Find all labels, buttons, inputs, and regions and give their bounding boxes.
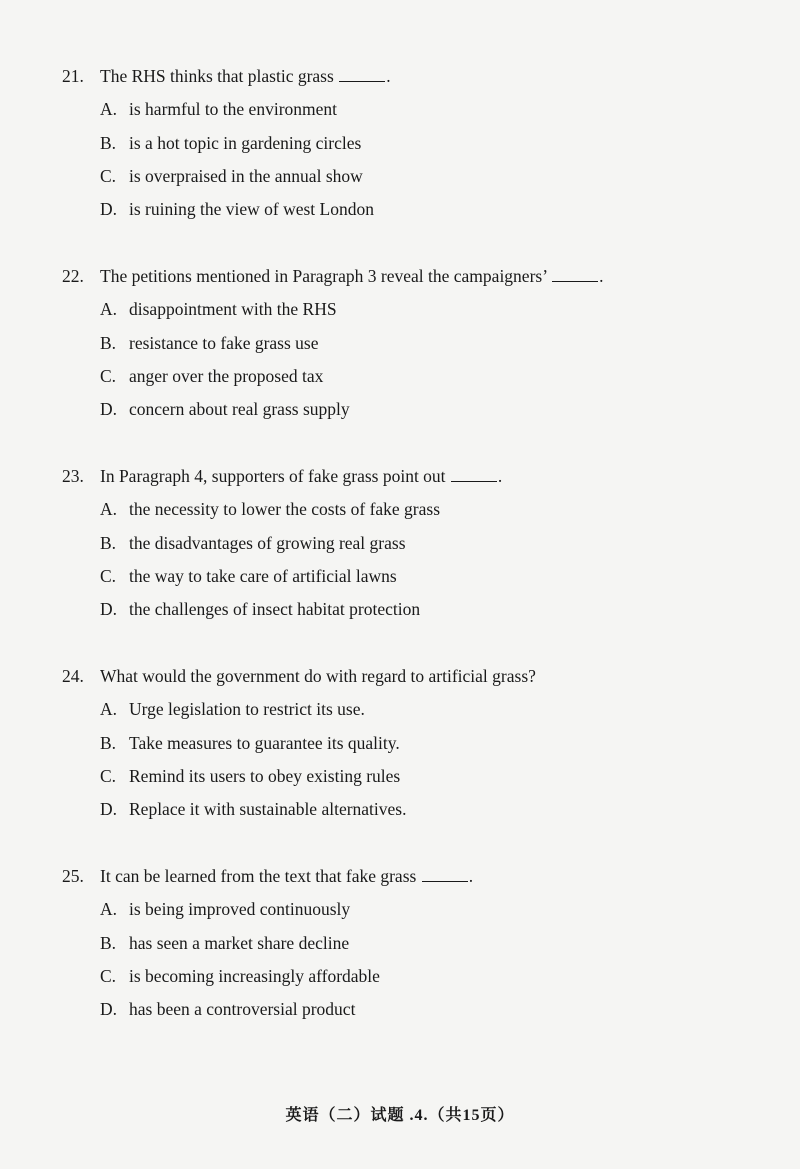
option-letter: B.: [100, 332, 117, 353]
option-b: [100, 332, 762, 354]
option-text: is a hot topic in gardening circles: [129, 132, 362, 153]
option-text: is being improved continuously: [129, 899, 351, 920]
question-end: .: [386, 66, 391, 86]
question-end: .: [468, 866, 474, 886]
option-d: [100, 198, 762, 220]
option-c: [100, 565, 762, 587]
question-stem: [62, 865, 762, 887]
question-end: .: [497, 466, 503, 486]
question-stem: [62, 265, 762, 287]
question-number: 24.: [62, 666, 84, 686]
answer-blank: [422, 867, 468, 882]
option-letter: A.: [100, 499, 118, 520]
option-b: [100, 932, 762, 954]
option-b: [100, 532, 762, 554]
option-d: [100, 598, 762, 620]
option-text: Take measures to guarantee its quality.: [129, 732, 400, 753]
option-text: Remind its users to obey existing rules: [129, 765, 401, 786]
option-a: [100, 98, 762, 120]
option-a: [100, 298, 762, 320]
option-text: Replace it with sustainable alternatives.: [129, 799, 407, 820]
question-23: [62, 465, 762, 620]
question-22: [62, 265, 762, 420]
option-d: [100, 998, 762, 1020]
option-letter: A.: [100, 99, 118, 120]
question-number: 22.: [62, 266, 84, 286]
answer-blank: [339, 67, 385, 82]
question-stem: [62, 465, 762, 487]
option-letter: A.: [100, 899, 118, 920]
option-letter: D.: [100, 399, 118, 420]
option-text: concern about real grass supply: [129, 399, 350, 420]
option-c: [100, 965, 762, 987]
question-25: [62, 865, 762, 1020]
option-text: the necessity to lower the costs of fake grass: [129, 499, 441, 520]
question-text: In Paragraph 4, supporters of fake grass point out: [100, 466, 446, 486]
option-letter: C.: [100, 165, 117, 186]
option-text: the way to take care of artificial lawns: [129, 565, 397, 586]
option-letter: C.: [100, 765, 117, 786]
answer-blank: [552, 267, 598, 282]
option-d: [100, 798, 762, 820]
option-text: the disadvantages of growing real grass: [129, 532, 406, 553]
option-letter: C.: [100, 965, 117, 986]
page-footer: 英语（二）试题 .4.（共15页）: [285, 1107, 515, 1124]
option-text: is ruining the view of west London: [129, 199, 374, 220]
option-text: is harmful to the environment: [129, 99, 338, 120]
question-number: 25.: [62, 866, 84, 886]
question-stem: [62, 65, 762, 87]
option-c: [100, 765, 762, 787]
option-letter: C.: [100, 565, 117, 586]
option-letter: B.: [100, 532, 117, 553]
option-letter: A.: [100, 699, 118, 720]
option-b: [100, 132, 762, 154]
option-c: [100, 165, 762, 187]
question-stem: [62, 665, 762, 687]
answer-blank: [451, 467, 497, 482]
option-a: [100, 498, 762, 520]
option-text: anger over the proposed tax: [129, 365, 324, 386]
option-letter: D.: [100, 599, 118, 620]
option-text: is overpraised in the annual show: [129, 165, 363, 186]
option-text: the challenges of insect habitat protection: [129, 599, 421, 620]
option-letter: B.: [100, 932, 117, 953]
question-text: The petitions mentioned in Paragraph 3 reveal the campaigners’: [100, 266, 547, 286]
option-list: [62, 98, 762, 220]
option-list: [62, 898, 762, 1020]
option-letter: A.: [100, 299, 118, 320]
question-21: [62, 65, 762, 220]
question-text: The RHS thinks that plastic grass: [100, 66, 334, 86]
option-c: [100, 365, 762, 387]
option-letter: C.: [100, 365, 117, 386]
option-letter: B.: [100, 132, 117, 153]
option-b: [100, 732, 762, 754]
option-letter: B.: [100, 732, 117, 753]
option-text: has been a controversial product: [129, 999, 356, 1020]
option-list: [62, 298, 762, 420]
option-a: [100, 698, 762, 720]
option-list: [62, 698, 762, 820]
option-text: resistance to fake grass use: [129, 332, 319, 353]
option-text: has seen a market share decline: [129, 932, 350, 953]
question-number: 23.: [62, 466, 84, 486]
question-text: It can be learned from the text that fake grass: [100, 866, 417, 886]
option-list: [62, 498, 762, 620]
question-24: [62, 665, 762, 820]
option-text: disappointment with the RHS: [129, 299, 337, 320]
option-text: is becoming increasingly affordable: [129, 965, 380, 986]
option-d: [100, 398, 762, 420]
option-letter: D.: [100, 199, 118, 220]
question-end: .: [599, 266, 604, 286]
option-a: [100, 898, 762, 920]
question-number: 21.: [62, 66, 84, 86]
option-letter: D.: [100, 799, 118, 820]
question-text: What would the government do with regard to artificial grass?: [100, 666, 536, 686]
option-letter: D.: [100, 999, 118, 1020]
option-text: Urge legislation to restrict its use.: [129, 699, 365, 720]
